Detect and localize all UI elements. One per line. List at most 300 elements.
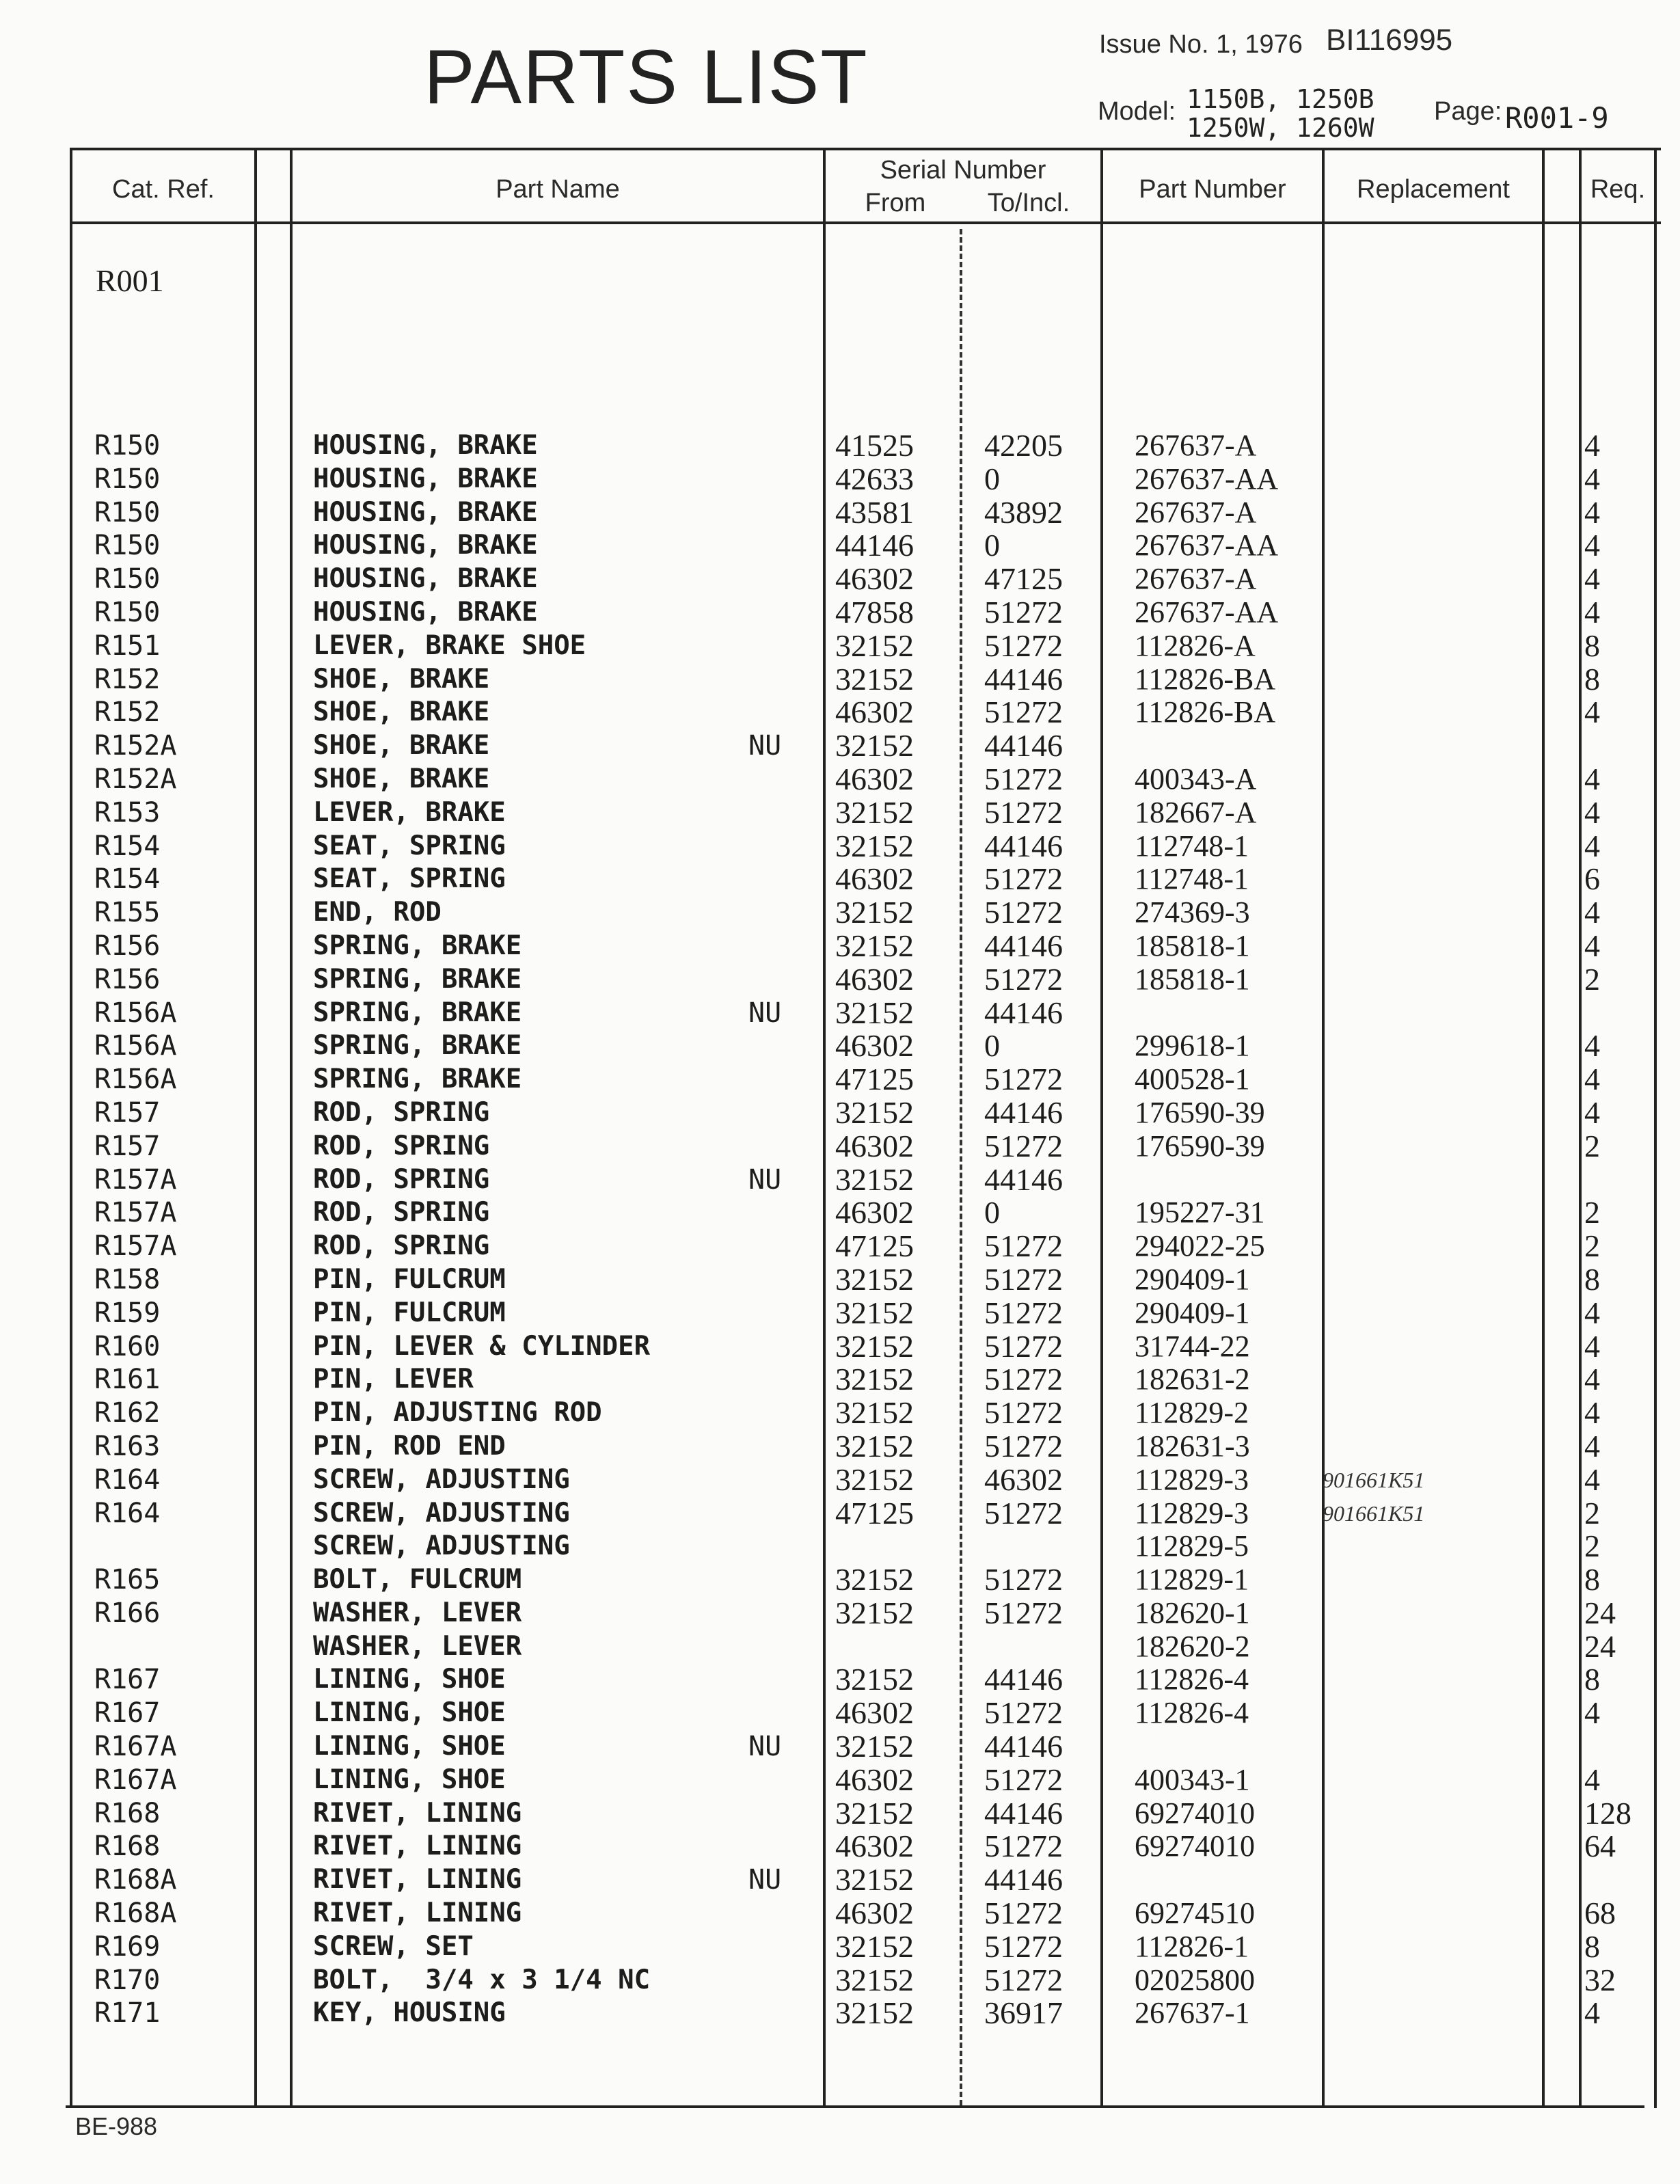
table-row: [0, 1063, 1680, 1096]
part-number-cell: 182631-2: [1135, 1362, 1250, 1397]
req-qty-cell: 2: [1584, 1195, 1600, 1230]
serial-from-cell: 46302: [835, 561, 914, 597]
table-row: [0, 1830, 1680, 1863]
part-name-cell: ROD, SPRING: [313, 1197, 490, 1228]
part-name-cell: SPRING, BRAKE: [313, 1064, 522, 1095]
part-number-cell: 267637-AA: [1135, 461, 1279, 496]
req-qty-cell: 68: [1584, 1896, 1616, 1931]
cat-ref-cell: R168A: [94, 1898, 177, 1930]
serial-to-cell: 51272: [984, 1362, 1063, 1397]
part-number-cell: 112826-BA: [1135, 662, 1276, 696]
cat-ref-cell: R152: [94, 697, 161, 729]
part-number-cell: 267637-AA: [1135, 595, 1279, 629]
cat-ref-cell: R167: [94, 1664, 161, 1696]
header-part-number: Part Number: [1139, 175, 1286, 204]
part-name-cell: RIVET, LINING: [313, 1864, 522, 1896]
table-row: [0, 1461, 1680, 1497]
part-number-cell: 112826-A: [1135, 628, 1256, 662]
cat-ref-cell: R150: [94, 563, 161, 595]
serial-from-cell: 46302: [835, 1695, 914, 1731]
table-row: [0, 663, 1680, 697]
serial-from-cell: 32152: [835, 1395, 914, 1431]
serial-from-cell: 32152: [835, 1362, 914, 1397]
serial-from-cell: 46302: [835, 1829, 914, 1864]
req-qty-cell: 4: [1584, 794, 1600, 830]
cat-ref-cell: R171: [94, 1997, 161, 2030]
part-name-cell: SEAT, SPRING: [313, 830, 506, 861]
part-name-cell: SPRING, BRAKE: [313, 963, 522, 995]
cat-ref-cell: R169: [94, 1930, 161, 1963]
serial-from-cell: 32152: [835, 895, 914, 930]
cat-ref-cell: R152: [94, 663, 161, 695]
serial-from-cell: 32152: [835, 1562, 914, 1597]
cat-ref-cell: R153: [94, 796, 161, 828]
req-qty-cell: 8: [1584, 1261, 1600, 1297]
serial-from-cell: 32152: [835, 1662, 914, 1697]
serial-from-cell: 46302: [835, 1195, 914, 1230]
part-name-cell: HOUSING, BRAKE: [313, 596, 538, 628]
part-number-cell: 112826-4: [1135, 1696, 1249, 1730]
serial-from-cell: 43581: [835, 494, 914, 530]
serial-to-cell: 51272: [984, 1428, 1063, 1464]
table-row: [0, 1797, 1680, 1831]
serial-to-cell: 0: [984, 1028, 1000, 1064]
part-number-cell: 02025800: [1135, 1963, 1255, 1997]
req-qty-cell: 32: [1584, 1962, 1616, 1997]
serial-to-cell: 51272: [984, 1695, 1063, 1731]
serial-to-cell: 0: [984, 528, 1000, 563]
model-values: [1187, 85, 1374, 142]
table-row: [0, 1230, 1680, 1263]
part-number-cell: 195227-31: [1135, 1196, 1265, 1230]
serial-to-cell: 44146: [984, 728, 1063, 764]
part-name-cell: KEY, HOUSING: [313, 1997, 506, 2029]
header-serial-number: Serial Number: [880, 156, 1046, 185]
part-number-cell: 112829-3: [1135, 1496, 1249, 1530]
part-number-cell: 31744-22: [1135, 1329, 1250, 1363]
serial-from-cell: 46302: [835, 1762, 914, 1797]
table-bottom-border: [66, 2105, 1644, 2108]
table-row: [0, 1697, 1680, 1730]
req-qty-cell: 4: [1584, 828, 1600, 863]
req-qty-cell: 2: [1584, 1528, 1600, 1564]
part-name-cell: HOUSING, BRAKE: [313, 563, 538, 595]
part-name-cell: SCREW, SET: [313, 1930, 474, 1962]
serial-from-cell: 32152: [835, 1295, 914, 1330]
serial-to-cell: 51272: [984, 1928, 1063, 1964]
serial-to-cell: 51272: [984, 1328, 1063, 1364]
part-number-cell: 112748-1: [1135, 862, 1249, 896]
table-row: [0, 1397, 1680, 1430]
serial-to-cell: 51272: [984, 1062, 1063, 1097]
serial-from-cell: 32152: [835, 661, 914, 697]
replacement-cell: 901661K51: [1323, 1467, 1425, 1492]
nu-flag-cell: NU: [748, 1163, 782, 1196]
serial-to-cell: 42205: [984, 428, 1063, 463]
serial-from-cell: 32152: [835, 628, 914, 663]
table-row: [0, 1530, 1680, 1563]
serial-to-cell: 51272: [984, 1562, 1063, 1597]
part-number-cell: 267637-AA: [1135, 528, 1279, 563]
cat-ref-cell: R152A: [94, 730, 177, 762]
part-number-cell: 112829-5: [1135, 1529, 1249, 1563]
table-row: [0, 1964, 1680, 1997]
cat-ref-cell: R165: [94, 1564, 161, 1596]
header-cat-ref: Cat. Ref.: [112, 175, 215, 204]
cat-ref-cell: R150: [94, 496, 161, 528]
req-qty-cell: 8: [1584, 1562, 1600, 1597]
cat-ref-cell: R168: [94, 1797, 161, 1829]
header-to-incl: To/Incl.: [987, 189, 1070, 217]
section-ref: R001: [96, 263, 164, 298]
req-qty-cell: 4: [1584, 1762, 1600, 1797]
req-qty-cell: 4: [1584, 928, 1600, 963]
part-name-cell: BOLT, 3/4 x 3 1/4 NC: [313, 1964, 651, 1995]
cat-ref-cell: R164: [94, 1497, 161, 1529]
part-name-cell: LINING, SHOE: [313, 1697, 506, 1729]
req-qty-cell: 8: [1584, 628, 1600, 663]
part-name-cell: HOUSING, BRAKE: [313, 430, 538, 461]
table-row: [0, 997, 1680, 1030]
part-name-cell: END, ROD: [313, 897, 442, 928]
part-number-cell: 112829-1: [1135, 1563, 1249, 1597]
serial-from-cell: 47125: [835, 1228, 914, 1264]
table-row: [0, 1363, 1680, 1397]
table-row: [0, 1863, 1680, 1897]
part-name-cell: SEAT, SPRING: [313, 863, 506, 895]
serial-from-cell: 32152: [835, 1729, 914, 1764]
req-qty-cell: 4: [1584, 1461, 1600, 1497]
table-row: [0, 1497, 1680, 1531]
header-part-name: Part Name: [496, 175, 620, 204]
part-name-cell: BOLT, FULCRUM: [313, 1564, 522, 1595]
part-name-cell: WASHER, LEVER: [313, 1597, 522, 1628]
cat-ref-cell: R157A: [94, 1197, 177, 1229]
cat-ref-cell: R167A: [94, 1731, 177, 1763]
part-name-cell: SHOE, BRAKE: [313, 763, 490, 794]
cat-ref-cell: R150: [94, 463, 161, 495]
part-number-cell: 267637-A: [1135, 429, 1257, 462]
req-qty-cell: 4: [1584, 1695, 1600, 1731]
serial-to-cell: 51272: [984, 1962, 1063, 1997]
cat-ref-cell: R156A: [94, 997, 177, 1029]
req-qty-cell: 4: [1584, 1062, 1600, 1097]
serial-from-cell: 42633: [835, 461, 914, 496]
serial-from-cell: 47125: [835, 1062, 914, 1097]
serial-from-cell: 32152: [835, 1328, 914, 1364]
cat-ref-cell: R162: [94, 1397, 161, 1429]
parts-table-body: [0, 429, 1680, 2030]
table-top-border: [70, 148, 1661, 150]
part-number-cell: 267637-1: [1135, 1996, 1250, 2030]
serial-from-cell: 32152: [835, 1094, 914, 1130]
part-name-cell: ROD, SPRING: [313, 1163, 490, 1195]
req-qty-cell: 4: [1584, 461, 1600, 496]
part-number-cell: 112829-3: [1135, 1462, 1249, 1496]
part-name-cell: PIN, FULCRUM: [313, 1263, 506, 1295]
cat-ref-cell: R155: [94, 897, 161, 929]
model-label: Model:: [1098, 97, 1176, 126]
serial-to-cell: 43892: [984, 494, 1063, 530]
req-qty-cell: 6: [1584, 861, 1600, 897]
cat-ref-cell: R156: [94, 930, 161, 962]
serial-from-cell: 46302: [835, 1128, 914, 1163]
serial-to-cell: 51272: [984, 1128, 1063, 1163]
serial-from-cell: 41525: [835, 428, 914, 463]
part-number-cell: 185818-1: [1135, 962, 1250, 996]
part-number-cell: 299618-1: [1135, 1029, 1250, 1063]
nu-flag-cell: NU: [748, 730, 782, 762]
table-row: [0, 1096, 1680, 1130]
model-line-2: 1250W, 1260W: [1187, 113, 1374, 143]
cat-ref-cell: R163: [94, 1430, 161, 1462]
table-row: [0, 1163, 1680, 1197]
part-number-cell: 176590-39: [1135, 1095, 1265, 1129]
part-name-cell: LINING, SHOE: [313, 1731, 506, 1762]
serial-to-cell: 44146: [984, 995, 1063, 1030]
cat-ref-cell: R168: [94, 1831, 161, 1863]
serial-to-cell: 51272: [984, 761, 1063, 796]
req-qty-cell: 8: [1584, 661, 1600, 697]
serial-from-cell: 47858: [835, 594, 914, 630]
table-row: [0, 896, 1680, 930]
part-name-cell: ROD, SPRING: [313, 1096, 490, 1128]
nu-flag-cell: NU: [748, 997, 782, 1029]
serial-to-cell: 44146: [984, 1729, 1063, 1764]
req-qty-cell: 4: [1584, 494, 1600, 530]
table-row: [0, 1263, 1680, 1297]
req-qty-cell: 8: [1584, 1662, 1600, 1697]
part-number-cell: 185818-1: [1135, 928, 1250, 962]
table-row: [0, 1597, 1680, 1630]
cat-ref-cell: R157A: [94, 1163, 177, 1196]
req-qty-cell: 4: [1584, 1328, 1600, 1364]
table-row: [0, 1663, 1680, 1697]
serial-to-cell: 51272: [984, 628, 1063, 663]
part-name-cell: PIN, FULCRUM: [313, 1297, 506, 1328]
cat-ref-cell: R156A: [94, 1064, 177, 1096]
table-row: [0, 496, 1680, 530]
part-name-cell: SHOE, BRAKE: [313, 730, 490, 761]
part-name-cell: SPRING, BRAKE: [313, 930, 522, 961]
serial-from-cell: 32152: [835, 1161, 914, 1197]
part-name-cell: HOUSING, BRAKE: [313, 463, 538, 494]
req-qty-cell: 4: [1584, 561, 1600, 597]
serial-to-cell: 51272: [984, 1829, 1063, 1864]
serial-from-cell: 46302: [835, 695, 914, 730]
part-number-cell: 112826-1: [1135, 1929, 1249, 1963]
part-name-cell: ROD, SPRING: [313, 1130, 490, 1161]
page-label: Page:: [1434, 97, 1502, 126]
serial-to-cell: 51272: [984, 1228, 1063, 1264]
part-name-cell: RIVET, LINING: [313, 1831, 522, 1862]
table-row: [0, 963, 1680, 997]
serial-from-cell: 44146: [835, 528, 914, 563]
serial-to-cell: 44146: [984, 661, 1063, 697]
table-row: [0, 1430, 1680, 1464]
req-qty-cell: 24: [1584, 1628, 1616, 1664]
serial-to-cell: 51272: [984, 1295, 1063, 1330]
serial-to-cell: 0: [984, 1195, 1000, 1230]
table-row: [0, 1997, 1680, 2030]
serial-from-cell: 32152: [835, 828, 914, 863]
table-row: [0, 1297, 1680, 1330]
part-number-cell: 182631-3: [1135, 1429, 1250, 1463]
part-name-cell: PIN, ADJUSTING ROD: [313, 1397, 602, 1429]
serial-to-cell: 44146: [984, 928, 1063, 963]
table-row: [0, 429, 1680, 463]
serial-from-cell: 32152: [835, 995, 914, 1030]
serial-from-cell: 32152: [835, 794, 914, 830]
table-row: [0, 1930, 1680, 1964]
part-name-cell: ROD, SPRING: [313, 1230, 490, 1262]
req-qty-cell: 4: [1584, 695, 1600, 730]
serial-from-cell: 46302: [835, 1896, 914, 1931]
serial-to-cell: 51272: [984, 1595, 1063, 1630]
cat-ref-cell: R157A: [94, 1230, 177, 1263]
part-number-cell: 112748-1: [1135, 828, 1249, 863]
part-number-cell: 294022-25: [1135, 1229, 1265, 1263]
part-number-cell: 400343-A: [1135, 761, 1257, 796]
part-name-cell: SHOE, BRAKE: [313, 663, 490, 695]
part-number-cell: 176590-39: [1135, 1129, 1265, 1163]
cat-ref-cell: R150: [94, 430, 161, 461]
serial-to-cell: 44146: [984, 1094, 1063, 1130]
req-qty-cell: 4: [1584, 1395, 1600, 1431]
serial-to-cell: 44146: [984, 1161, 1063, 1197]
table-row: [0, 863, 1680, 896]
serial-from-cell: 32152: [835, 1928, 914, 1964]
serial-from-cell: 46302: [835, 861, 914, 897]
cat-ref-cell: R166: [94, 1597, 161, 1629]
table-row: [0, 1630, 1680, 1664]
table-row: [0, 930, 1680, 963]
serial-to-cell: 51272: [984, 594, 1063, 630]
serial-to-cell: 44146: [984, 1795, 1063, 1831]
part-name-cell: PIN, LEVER & CYLINDER: [313, 1330, 651, 1362]
serial-from-cell: 32152: [835, 1795, 914, 1831]
serial-from-cell: 46302: [835, 761, 914, 796]
part-number-cell: 290409-1: [1135, 1295, 1250, 1330]
req-qty-cell: 4: [1584, 1428, 1600, 1464]
serial-to-cell: 0: [984, 461, 1000, 496]
part-number-cell: 69274010: [1135, 1829, 1255, 1863]
part-number-cell: 400528-1: [1135, 1062, 1250, 1096]
serial-to-cell: 51272: [984, 695, 1063, 730]
cat-ref-cell: R161: [94, 1364, 161, 1396]
req-qty-cell: 2: [1584, 961, 1600, 997]
cat-ref-cell: R167A: [94, 1764, 177, 1796]
req-qty-cell: 2: [1584, 1495, 1600, 1531]
serial-to-cell: 51272: [984, 895, 1063, 930]
part-name-cell: SHOE, BRAKE: [313, 697, 490, 728]
part-name-cell: RIVET, LINING: [313, 1898, 522, 1929]
cat-ref-cell: R150: [94, 530, 161, 562]
part-number-cell: 69274010: [1135, 1796, 1255, 1830]
table-row: [0, 463, 1680, 496]
serial-to-cell: 44146: [984, 1862, 1063, 1898]
req-qty-cell: 2: [1584, 1128, 1600, 1163]
header-replacement: Replacement: [1357, 175, 1510, 204]
part-number-cell: 274369-3: [1135, 895, 1250, 930]
part-name-cell: HOUSING, BRAKE: [313, 496, 538, 528]
serial-to-cell: 51272: [984, 961, 1063, 997]
part-number-cell: 400343-1: [1135, 1762, 1250, 1796]
serial-to-cell: 51272: [984, 1395, 1063, 1431]
table-row: [0, 1730, 1680, 1764]
cat-ref-cell: R156A: [94, 1030, 177, 1062]
part-number-cell: 112829-2: [1135, 1396, 1249, 1430]
serial-to-cell: 44146: [984, 828, 1063, 863]
req-qty-cell: 4: [1584, 594, 1600, 630]
req-qty-cell: 128: [1584, 1795, 1631, 1831]
req-qty-cell: 4: [1584, 1094, 1600, 1130]
part-number-cell: 112826-4: [1135, 1662, 1249, 1697]
serial-from-cell: 32152: [835, 1995, 914, 2031]
nu-flag-cell: NU: [748, 1731, 782, 1763]
page-title: PARTS LIST: [424, 34, 869, 120]
part-number-cell: 182620-2: [1135, 1629, 1250, 1663]
part-name-cell: SCREW, ADJUSTING: [313, 1497, 570, 1528]
nu-flag-cell: NU: [748, 1864, 782, 1896]
issue-number: Issue No. 1, 1976: [1099, 30, 1303, 59]
serial-from-cell: 32152: [835, 728, 914, 764]
cat-ref-cell: R151: [94, 630, 161, 662]
cat-ref-cell: R159: [94, 1297, 161, 1329]
req-qty-cell: 4: [1584, 895, 1600, 930]
model-line-1: 1150B, 1250B: [1187, 84, 1374, 114]
form-number: BE-988: [75, 2112, 158, 2140]
req-qty-cell: 4: [1584, 761, 1600, 796]
cat-ref-cell: R160: [94, 1330, 161, 1362]
document-id: BI116995: [1326, 23, 1453, 57]
header-bottom-border: [70, 221, 1661, 224]
table-row: [0, 1029, 1680, 1063]
serial-to-cell: 36917: [984, 1995, 1063, 2031]
part-name-cell: PIN, LEVER: [313, 1364, 474, 1395]
cat-ref-cell: R168A: [94, 1864, 177, 1896]
serial-to-cell: 47125: [984, 561, 1063, 597]
table-row: [0, 830, 1680, 863]
part-name-cell: SCREW, ADJUSTING: [313, 1531, 570, 1562]
serial-to-cell: 51272: [984, 1896, 1063, 1931]
cat-ref-cell: R157: [94, 1130, 161, 1162]
part-number-cell: 182620-1: [1135, 1595, 1250, 1630]
header-from: From: [865, 189, 926, 217]
serial-from-cell: 32152: [835, 1261, 914, 1297]
req-qty-cell: 4: [1584, 1028, 1600, 1064]
serial-to-cell: 44146: [984, 1662, 1063, 1697]
part-number-cell: 182667-A: [1135, 795, 1257, 829]
cat-ref-cell: R157: [94, 1096, 161, 1129]
part-name-cell: SPRING, BRAKE: [313, 997, 522, 1028]
req-qty-cell: 24: [1584, 1595, 1616, 1630]
table-row: [0, 729, 1680, 763]
serial-to-cell: 46302: [984, 1461, 1063, 1497]
serial-from-cell: 47125: [835, 1495, 914, 1531]
req-qty-cell: 4: [1584, 1295, 1600, 1330]
req-qty-cell: 4: [1584, 528, 1600, 563]
serial-to-cell: 51272: [984, 1495, 1063, 1531]
part-number-cell: 267637-A: [1135, 562, 1257, 596]
part-name-cell: LEVER, BRAKE: [313, 796, 506, 828]
serial-to-cell: 51272: [984, 794, 1063, 830]
req-qty-cell: 2: [1584, 1228, 1600, 1264]
serial-from-cell: 32152: [835, 928, 914, 963]
table-row: [0, 696, 1680, 729]
cat-ref-cell: R154: [94, 863, 161, 895]
serial-to-cell: 51272: [984, 1762, 1063, 1797]
